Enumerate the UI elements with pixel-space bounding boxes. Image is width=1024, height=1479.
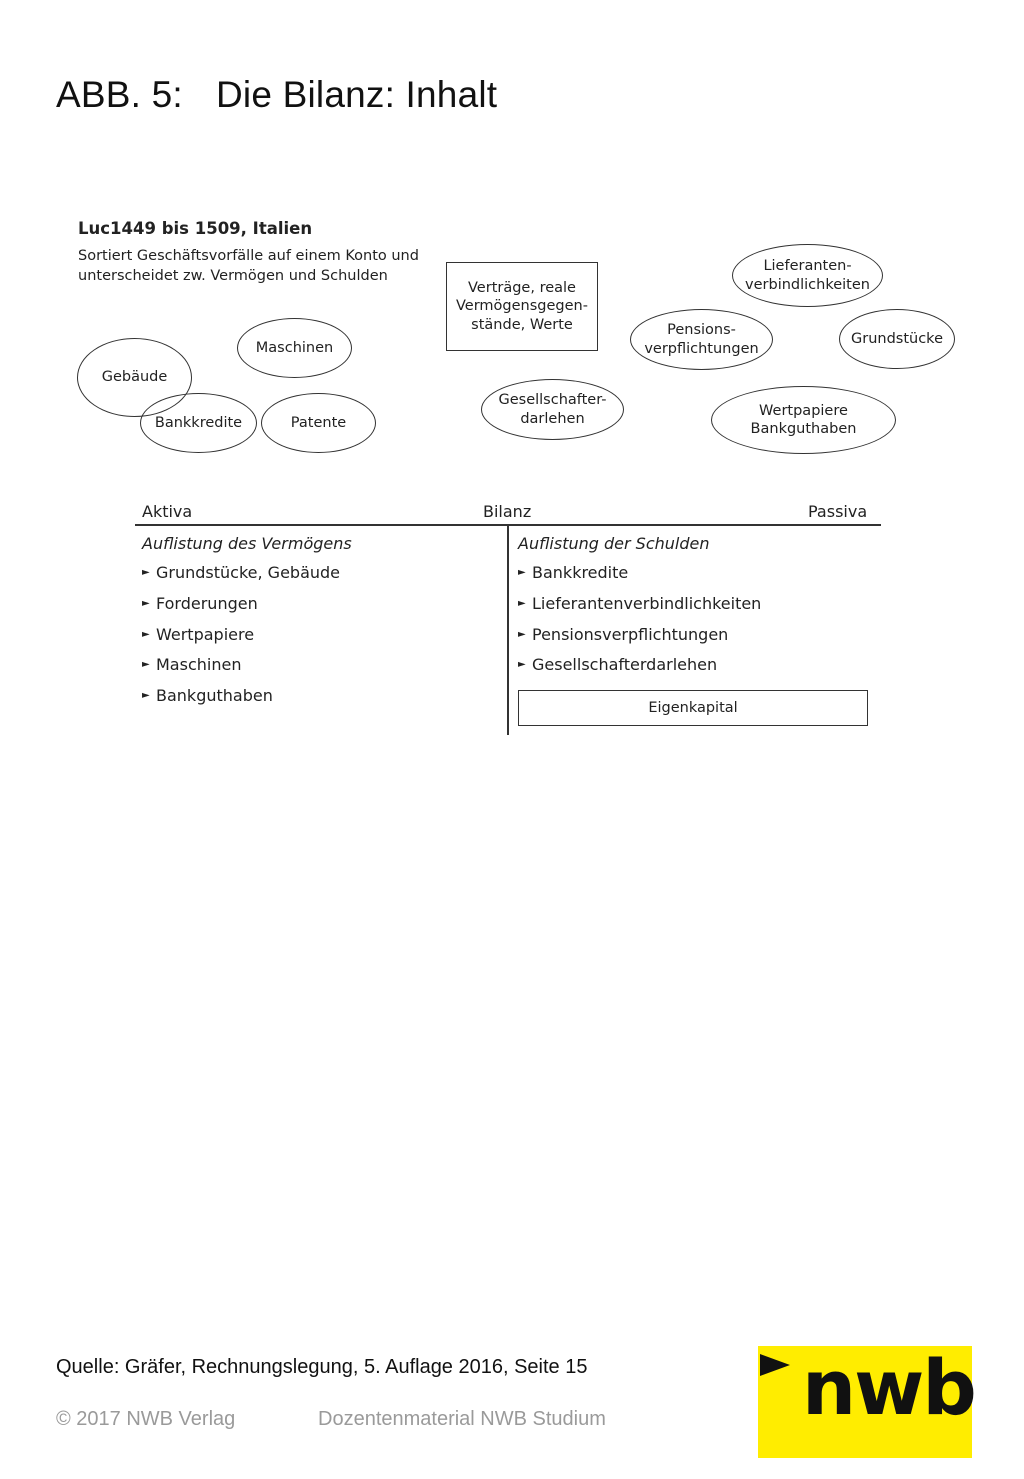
arrow-bullet-icon: ► xyxy=(518,567,526,578)
bubble-maschinen xyxy=(237,318,352,378)
bubble-patente xyxy=(261,393,376,453)
page-title xyxy=(56,74,497,116)
arrow-bullet-icon: ► xyxy=(142,659,150,670)
bubble-wertpapiere-bankguthaben xyxy=(711,386,896,454)
logo-text: nwb xyxy=(802,1343,975,1432)
aktiva-item xyxy=(142,563,340,582)
passiva-item-label: Pensionsverpflichtungen xyxy=(532,625,729,644)
bubble-pensionsverpflichtungen-label: Pensions- verpflichtungen xyxy=(644,322,759,357)
passiva-item-label: Bankkredite xyxy=(532,563,629,582)
aktiva-item-label: Forderungen xyxy=(156,594,258,613)
passiva-item xyxy=(518,625,728,644)
bubble-gesellschafterdarlehen xyxy=(481,379,624,440)
aktiva-heading: Auflistung des Vermögens xyxy=(142,534,352,553)
aktiva-item-label: Bankguthaben xyxy=(156,686,273,705)
equity-label: Eigenkapital xyxy=(648,700,738,716)
passiva-heading: Auflistung der Schulden xyxy=(518,534,710,553)
nwb-logo xyxy=(758,1343,975,1458)
passiva-label: Passiva xyxy=(808,502,868,521)
aktiva-item xyxy=(142,686,273,705)
arrow-bullet-icon: ► xyxy=(518,659,526,670)
passiva-item xyxy=(518,655,717,674)
bubble-lieferantenverbindlichkeiten-label: Lieferanten- verbindlichkeiten xyxy=(745,258,870,293)
bubble-wertpapiere-bankguthaben-label: Wertpapiere Bankguthaben xyxy=(750,402,857,437)
aktiva-item xyxy=(142,655,241,674)
bubble-gebaeude-label: Gebäude xyxy=(101,369,168,386)
bubble-bankkredite xyxy=(140,393,257,453)
box-vertraege-label: Verträge, reale Vermögensgegen- stände, Werte xyxy=(456,280,588,333)
aktiva-item xyxy=(142,594,258,613)
intro-heading: Luc1449 bis 1509, Italien xyxy=(78,219,313,238)
passiva-item-label: Lieferantenverbindlichkeiten xyxy=(532,594,762,613)
aktiva-label: Aktiva xyxy=(142,502,193,521)
aktiva-item-label: Wertpapiere xyxy=(156,625,255,644)
passiva-item xyxy=(518,594,761,613)
equity-box xyxy=(518,690,868,726)
bubble-maschinen-label: Maschinen xyxy=(255,339,334,356)
passiva-item-label: Gesellschafterdarlehen xyxy=(532,655,718,674)
copyright-notice: © 2017 NWB Verlag xyxy=(56,1408,236,1430)
bubble-lieferantenverbindlichkeiten xyxy=(732,244,883,307)
intro-line-2: unterscheidet zw. Vermögen und Schulden xyxy=(78,268,388,284)
passiva-item xyxy=(518,563,628,582)
arrow-bullet-icon: ► xyxy=(142,567,150,578)
bubble-bankkredite-label: Bankkredite xyxy=(154,414,243,431)
figure-title: Die Bilanz: Inhalt xyxy=(216,74,498,115)
logo-arrow-icon xyxy=(760,1354,790,1376)
intro-line-1: Sortiert Geschäftsvorfälle auf einem Konto und xyxy=(78,248,419,264)
figure-number: ABB. 5: xyxy=(56,74,183,115)
box-vertraege xyxy=(446,262,598,351)
aktiva-item-label: Maschinen xyxy=(156,655,242,674)
bilanz-label: Bilanz xyxy=(483,502,532,521)
bubble-grundstuecke-label: Grundstücke xyxy=(851,330,943,347)
bubble-patente-label: Patente xyxy=(290,414,347,431)
aktiva-item xyxy=(142,625,254,644)
aktiva-item-label: Grundstücke, Gebäude xyxy=(156,563,341,582)
arrow-bullet-icon: ► xyxy=(142,598,150,609)
bubble-pensionsverpflichtungen xyxy=(630,309,773,370)
t-account-vertical-line xyxy=(507,524,509,735)
arrow-bullet-icon: ► xyxy=(142,690,150,701)
bubble-gesellschafterdarlehen-label: Gesellschafter- darlehen xyxy=(498,392,607,427)
arrow-bullet-icon: ► xyxy=(518,598,526,609)
arrow-bullet-icon: ► xyxy=(142,629,150,640)
source-citation: Quelle: Gräfer, Rechnungslegung, 5. Auflage 2016, Seite 15 xyxy=(56,1356,588,1378)
arrow-bullet-icon: ► xyxy=(518,629,526,640)
material-label: Dozentenmaterial NWB Studium xyxy=(318,1408,606,1430)
bubble-grundstuecke xyxy=(839,309,955,369)
